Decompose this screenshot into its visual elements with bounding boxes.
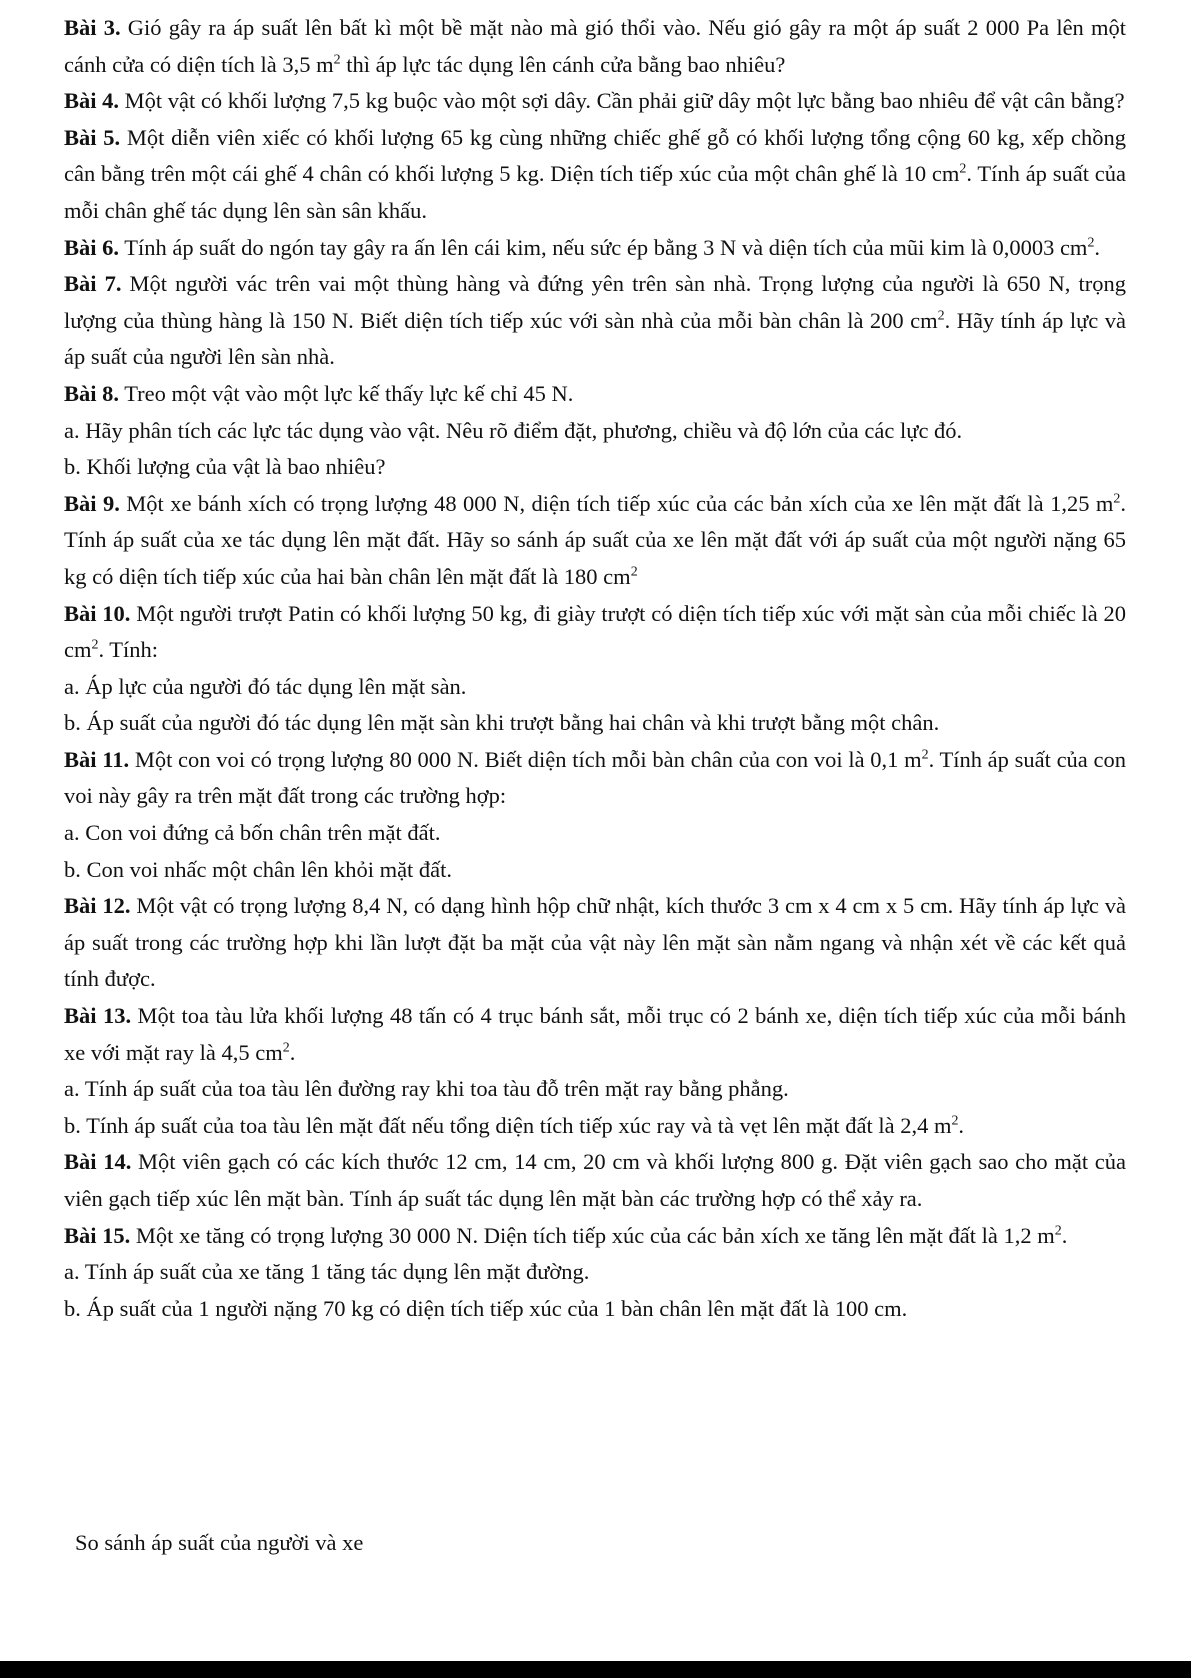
problem-8-sub-a: a. Hãy phân tích các lực tác dụng vào vật. Nêu rõ điểm đặt, phương, chiều và độ lớn của các lực đó. bbox=[64, 417, 963, 443]
bottom-edge-bar bbox=[0, 1661, 1191, 1678]
superscript: 2 bbox=[91, 637, 99, 653]
problem-12 bbox=[64, 888, 1126, 998]
problem-15-sub-b: b. Áp suất của 1 người nặng 70 kg có diện tích tiếp xúc của 1 bàn chân lên mặt đất là 100 cm. bbox=[64, 1295, 908, 1321]
exercise-sheet bbox=[64, 10, 1126, 1327]
problem-number: Bài 11. bbox=[64, 746, 130, 772]
superscript: 2 bbox=[282, 1039, 290, 1055]
problem-number: Bài 7. bbox=[64, 271, 122, 297]
problem-text: . Tính: bbox=[98, 637, 159, 663]
problem-number: Bài 9. bbox=[64, 490, 120, 516]
problem-text: b. Tính áp suất của toa tàu lên mặt đất nếu tổng diện tích tiếp xúc ray và tà vẹt lên mặt đất là 2,4 m bbox=[64, 1112, 952, 1138]
problem-text: . bbox=[1061, 1222, 1068, 1248]
superscript: 2 bbox=[333, 51, 341, 67]
closing-line: So sánh áp suất của người và xe bbox=[75, 1530, 364, 1555]
problem-text: Một xe tăng có trọng lượng 30 000 N. Diện tích tiếp xúc của các bản xích xe tăng lên mặt đất là 1,2 m bbox=[130, 1222, 1055, 1248]
problem-15 bbox=[64, 1218, 1126, 1255]
problem-number: Bài 15. bbox=[64, 1222, 131, 1248]
problem-number: Bài 8. bbox=[64, 380, 120, 406]
problem-text: Gió gây ra áp suất lên bất kì một bề mặt nào mà gió thổi vào. Nếu gió gây ra một áp suất 2 000 Pa lên một cánh cửa có diện tích là 3,5 m bbox=[64, 15, 1126, 77]
problem-6 bbox=[64, 230, 1126, 267]
problem-5 bbox=[64, 120, 1126, 230]
problem-text: . Hãy tính áp lực và áp suất của người lên sàn nhà. bbox=[64, 307, 1126, 370]
problem-10-sub-b: b. Áp suất của người đó tác dụng lên mặt sàn khi trượt bằng hai chân và khi trượt bằng một chân. bbox=[64, 710, 940, 736]
problem-4 bbox=[64, 83, 1126, 120]
problem-text: Một diễn viên xiếc có khối lượng 65 kg cùng những chiếc ghế gỗ có khối lượng tổng cộng 60 kg, xếp chồng cân bằng trên một cái ghế 4 chân có khối lượng 5 kg. Diện tích tiếp xúc của một chân ghế là 10 cm bbox=[64, 124, 1126, 187]
problem-9 bbox=[64, 486, 1126, 596]
problem-text: Treo một vật vào một lực kế thấy lực kế chỉ 45 N. bbox=[119, 380, 574, 406]
superscript: 2 bbox=[937, 308, 945, 324]
problem-number: Bài 6. bbox=[64, 234, 120, 260]
problem-number: Bài 13. bbox=[64, 1003, 132, 1029]
problem-text: Một con voi có trọng lượng 80 000 N. Biết diện tích mỗi bàn chân của con voi là 0,1 m bbox=[129, 746, 922, 772]
superscript: 2 bbox=[951, 1113, 959, 1129]
problem-text: . bbox=[958, 1112, 965, 1138]
problem-text: Một viên gạch có các kích thước 12 cm, 14 cm, 20 cm và khối lượng 800 g. Đặt viên gạch sao cho mặt của viên gạch tiếp xúc lên mặt bàn. Tính áp suất tác dụng lên mặt bàn các trường hợp có thể xảy ra. bbox=[64, 1149, 1127, 1211]
problem-7 bbox=[64, 266, 1126, 376]
problem-text: . Tính áp suất của xe tác dụng lên mặt đất. Hãy so sánh áp suất của xe lên mặt đất với áp suất của một người nặng 65 kg có diện tích tiếp xúc của hai bàn chân lên mặt đất là 180 cm bbox=[64, 490, 1126, 589]
problem-text: Một vật có khối lượng 7,5 kg buộc vào một sợi dây. Cần phải giữ dây một lực bằng bao nhiêu để vật cân bằng? bbox=[119, 88, 1125, 114]
superscript: 2 bbox=[1113, 491, 1121, 507]
problem-text: . Tính áp suất của mỗi chân ghế tác dụng lên sàn sân khấu. bbox=[64, 161, 1127, 223]
problem-13 bbox=[64, 998, 1126, 1071]
problem-number: Bài 5. bbox=[64, 124, 121, 150]
problem-text: Một người vác trên vai một thùng hàng và đứng yên trên sàn nhà. Trọng lượng của người là 650 N, trọng lượng của thùng hàng là 150 N. Biết diện tích tiếp xúc với sàn nhà của mỗi bàn chân là 200 cm bbox=[64, 271, 1126, 333]
superscript: 2 bbox=[630, 564, 638, 580]
superscript: 2 bbox=[1054, 1222, 1062, 1238]
problem-number: Bài 12. bbox=[64, 893, 131, 919]
problem-8-sub-b: b. Khối lượng của vật là bao nhiêu? bbox=[64, 454, 386, 480]
problem-13-sub-b bbox=[64, 1108, 1126, 1145]
problem-3 bbox=[64, 10, 1126, 83]
problem-11 bbox=[64, 742, 1126, 815]
problem-text: Một vật có trọng lượng 8,4 N, có dạng hình hộp chữ nhật, kích thước 3 cm x 4 cm x 5 cm. Hãy tính áp lực và áp suất trong các trường hợp khi lần lượt đặt ba mặt của vật này lên mặt sàn nằm ngang và nhận xét về các kết quả tính được. bbox=[64, 893, 1127, 992]
problem-number: Bài 3. bbox=[64, 15, 121, 40]
problem-11-sub-a: a. Con voi đứng cả bốn chân trên mặt đất. bbox=[64, 820, 441, 846]
problem-10 bbox=[64, 596, 1126, 669]
problem-14 bbox=[64, 1144, 1126, 1217]
problem-number: Bài 4. bbox=[64, 88, 120, 114]
problem-8 bbox=[64, 376, 1126, 413]
problem-text: Một toa tàu lửa khối lượng 48 tấn có 4 trục bánh sắt, mỗi trục có 2 bánh xe, diện tích tiếp xúc của mỗi bánh xe với mặt ray là 4,5 cm bbox=[64, 1003, 1126, 1065]
superscript: 2 bbox=[921, 747, 929, 763]
problem-text: . Tính áp suất của con voi này gây ra trên mặt đất trong các trường hợp: bbox=[64, 746, 1126, 809]
problem-number: Bài 14. bbox=[64, 1149, 132, 1175]
problem-text: . bbox=[1094, 234, 1101, 260]
problem-10-sub-a: a. Áp lực của người đó tác dụng lên mặt sàn. bbox=[64, 673, 467, 699]
problem-text: . bbox=[289, 1039, 296, 1065]
problem-text: thì áp lực tác dụng lên cánh cửa bằng bao nhiêu? bbox=[340, 51, 786, 77]
problem-11-sub-b: b. Con voi nhấc một chân lên khỏi mặt đất. bbox=[64, 856, 453, 882]
problem-text: Tính áp suất do ngón tay gây ra ấn lên cái kim, nếu sức ép bằng 3 N và diện tích của mũi kim là 0,0003 cm bbox=[119, 234, 1088, 260]
problem-13-sub-a: a. Tính áp suất của toa tàu lên đường ray khi toa tàu đỗ trên mặt ray bằng phẳng. bbox=[64, 1076, 789, 1102]
problem-text: Một xe bánh xích có trọng lượng 48 000 N, diện tích tiếp xúc của các bản xích của xe lên mặt đất là 1,25 m bbox=[119, 490, 1114, 516]
superscript: 2 bbox=[1087, 234, 1095, 250]
superscript: 2 bbox=[959, 161, 967, 177]
problem-text: Một người trượt Patin có khối lượng 50 kg, đi giày trượt có diện tích tiếp xúc với mặt sàn của mỗi chiếc là 20 cm bbox=[64, 600, 1126, 663]
problem-15-sub-a: a. Tính áp suất của xe tăng 1 tăng tác dụng lên mặt đường. bbox=[64, 1259, 590, 1285]
problem-number: Bài 10. bbox=[64, 600, 131, 626]
